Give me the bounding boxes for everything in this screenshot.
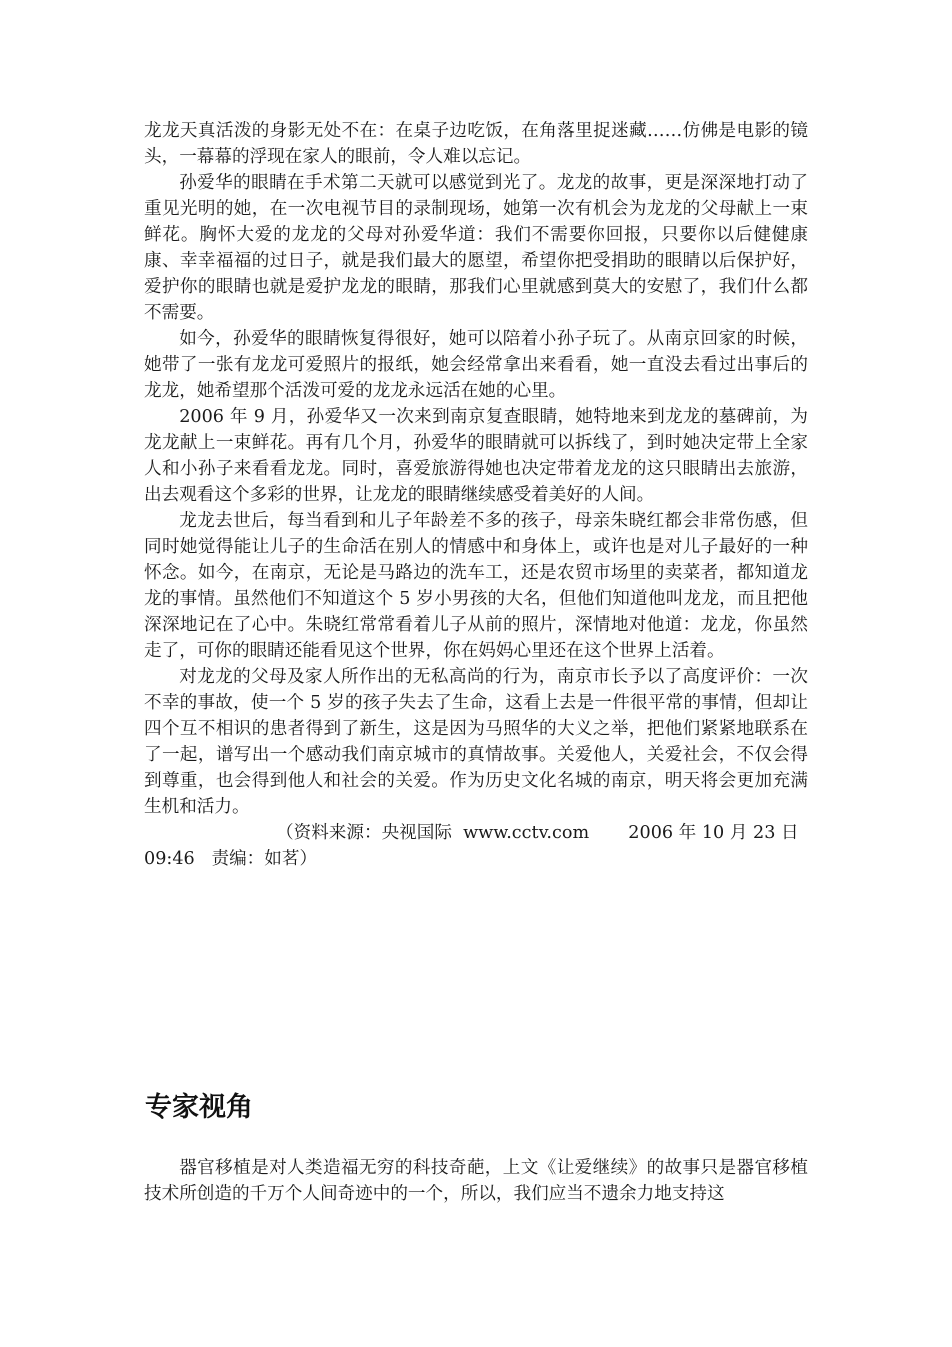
source-citation-line-2: 09:46 责编：如茗） xyxy=(144,849,318,869)
article-paragraph-5: 龙龙去世后，每当看到和儿子年龄差不多的孩子，母亲朱晓红都会非常伤感，但同时她觉得能让儿子的生命活在别人的情感中和身体上，或许也是对儿子最好的一种怀念。如今，在南京，无论是马路边的洗车工，还是农贸市场里的卖菜者，都知道龙龙的事情。虽然他们不知道这个 5 岁小男孩的大名，但他们知道他叫龙龙，而且把他深深地记在了心中。朱晓红常常看着儿子从前的照片，深情地对他道：龙龙，你虽然走了，可你的眼睛还能看见这个世界，你在妈妈心里还在这个世界上活着。 xyxy=(144,511,808,661)
article-paragraph-1: 龙龙天真活泼的身影无处不在：在桌子边吃饭，在角落里捉迷藏……仿佛是电影的镜头，一幕幕的浮现在家人的眼前，令人难以忘记。 xyxy=(144,121,808,167)
source-citation-line-1: （资料来源：央视国际 www.cctv.com 2006 年 10 月 23 日 xyxy=(276,823,799,843)
article-paragraph-2: 孙爱华的眼睛在手术第二天就可以感觉到光了。龙龙的故事，更是深深地打动了重见光明的她，在一次电视节目的录制现场，她第一次有机会为龙龙的父母献上一束鲜花。胸怀大爱的龙龙的父母对孙爱华道：我们不需要你回报，只要你以后健健康康、幸幸福福的过日子，就是我们最大的愿望，希望你把受捐助的眼睛以后保护好，爱护你的眼睛也就是爱护龙龙的眼睛，那我们心里就感到莫大的安慰了，我们什么都不需要。 xyxy=(144,173,808,323)
article-body xyxy=(144,118,808,872)
section-body xyxy=(144,1155,808,1207)
section-paragraph: 器官移植是对人类造福无穷的科技奇葩，上文《让爱继续》的故事只是器官移植技术所创造的千万个人间奇迹中的一个，所以，我们应当不遗余力地支持这 xyxy=(144,1158,808,1204)
section-heading: 专家视角 xyxy=(145,1092,253,1123)
article-paragraph-3: 如今，孙爱华的眼睛恢复得很好，她可以陪着小孙子玩了。从南京回家的时候，她带了一张有龙龙可爱照片的报纸，她会经常拿出来看看，她一直没去看过出事后的龙龙，她希望那个活泼可爱的龙龙永远活在她的心里。 xyxy=(144,329,808,401)
article-paragraph-6: 对龙龙的父母及家人所作出的无私高尚的行为，南京市长予以了高度评价：一次不幸的事故，使一个 5 岁的孩子失去了生命，这看上去是一件很平常的事情，但却让四个互不相识的患者得到了新生，这是因为马照华的大义之举，把他们紧紧地联系在了一起，谱写出一个感动我们南京城市的真情故事。关爱他人，关爱社会，不仅会得到尊重，也会得到他人和社会的关爱。作为历史文化名城的南京，明天将会更加充满生机和活力。 xyxy=(144,667,808,817)
article-paragraph-4: 2006 年 9 月，孙爱华又一次来到南京复查眼睛，她特地来到龙龙的墓碑前，为龙龙献上一束鲜花。再有几个月，孙爱华的眼睛就可以拆线了，到时她决定带上全家人和小孙子来看看龙龙。同时，喜爱旅游得她也决定带着龙龙的这只眼睛出去旅游，出去观看这个多彩的世界，让龙龙的眼睛继续感受着美好的人间。 xyxy=(144,407,808,505)
